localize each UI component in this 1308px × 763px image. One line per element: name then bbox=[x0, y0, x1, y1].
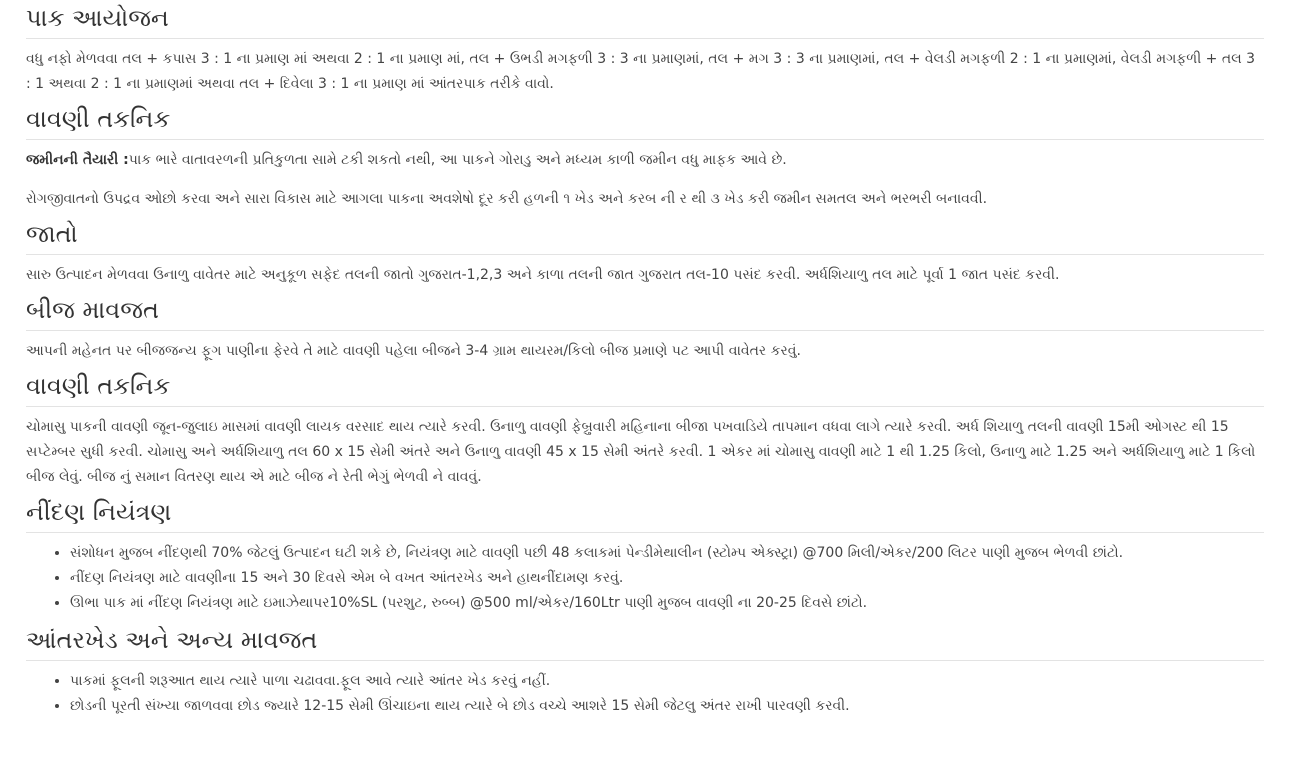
list-item: • પાકમાં ફૂલની શરૂઆત થાય ત્યારે પાળા ચઢાવવા.ફૂલ આવે ત્યારે આંતર ખેડ કરવું નહીં. bbox=[70, 669, 1264, 694]
paragraph: સારુ ઉત્પાદન મેળવવા ઉનાળુ વાવેતર માટે અનુકૂળ સફેદ તલની જાતો ગુજરાત-1,2,3 અને કાળા તલની જાત ગુજરાત તલ-10 પસંદ કરવી. અર્ધશિયાળુ તલ માટે પૂર્વા 1 જાત પસંદ કરવી. bbox=[26, 267, 1060, 283]
list-item: • નીંદણ નિયંત્રણ માટે વાવણીના 15 અને 30 દિવસે એમ બે વખત આંતરખેડ અને હાથનીંદામણ કરવું. bbox=[70, 566, 1264, 591]
paragraph: ચોમાસુ પાકની વાવણી જૂન-જુલાઇ માસમાં વાવણી લાયક વરસાદ થાય ત્યારે કરવી. ઉનાળુ વાવણી ફેબ્રુવારી મહિનાના બીજા પખવાડિયે તાપમાન વધવા લાગે ત્યારે કરવી. અર્ધ શિયાળુ તલની વાવણી 15મી ઓગસ્ટ થી 15 સપ્ટેમ્બર સુધી કરવી. ચોમાસુ અને અર્ધશિયાળુ તલ 60 x 15 સેમી અંતરે અને ઉનાળુ વાવણી 45 x 15 સેમી અંતરે કરવી. 1 એકર માં ચોમાસુ વાવણી માટે 1 થી 1.25 કિલો, ઉનાળુ માટે 1.25 અને અર્ધશિયાળુ માટે 1 કિલો બીજ લેવું. બીજ નું સમાન વિતરણ થાય એ માટે બીજ ને રેતી ભેગું ભેળવી ને વાવવું. bbox=[26, 419, 1256, 485]
bullet-list bbox=[26, 669, 1264, 719]
section-heading: વાવણી તકનિક bbox=[26, 101, 1264, 140]
section-heading: વાવણી તકનિક bbox=[26, 368, 1264, 407]
section-heading: આંતરખેડ અને અન્ય માવજત bbox=[26, 622, 1264, 661]
section-intercultivation bbox=[26, 622, 1264, 719]
section-sowing-technique-2 bbox=[26, 368, 1264, 490]
list-item: • સંશોધન મુજબ નીંદણથી 70% જેટલું ઉત્પાદન ઘટી શકે છે, નિયંત્રણ માટે વાવણી પછી 48 કલાકમાં પેન્ડીમેથાલીન (સ્ટોમ્પ એક્સ્ટ્રા) @700 મિલી/એકર/200 લિટર પાણી મુજબ ભેળવી છાંટો. bbox=[70, 541, 1264, 566]
section-heading: જાતો bbox=[26, 216, 1264, 255]
list-item: • ઊભા પાક માં નીંદણ નિયંત્રણ માટે ઇમાઝેથાપર10%SL (પરશુટ, રુબ્બ) @500 ml/એકર/160Ltr પાણી મુજબ વાવણી ના 20-25 દિવસે છાંટો. bbox=[70, 591, 1264, 616]
section-seed-treatment bbox=[26, 292, 1264, 364]
section-weed-control bbox=[26, 494, 1264, 616]
section-heading: પાક આયોજન bbox=[26, 0, 1264, 39]
section-heading: બીજ માવજત bbox=[26, 292, 1264, 331]
section-varieties bbox=[26, 216, 1264, 288]
land-preparation-label: જમીનની તૈયારી : bbox=[26, 152, 129, 168]
paragraph: વધુ નફો મેળવવા તલ + કપાસ 3 : 1 ના પ્રમાણ માં અથવા 2 : 1 ના પ્રમાણ માં, તલ + ઉભડી મગફળી 3 : 3 ના પ્રમાણમાં, તલ + મગ 3 : 3 ના પ્રમાણમાં, તલ + વેલડી મગફળી 2 : 1 ના પ્રમાણમાં, વેલડી મગફળી + તલ 3 : 1 અથવા 2 : 1 ના પ્રમાણમાં અથવા તલ + દિવેલા 3 : 1 ના પ્રમાણ માં આંતરપાક તરીકે વાવો. bbox=[26, 51, 1256, 92]
land-preparation-text: પાક ભારે વાતાવરળની પ્રતિકુળતા સામે ટકી શકતો નથી, આ પાકને ગોરાડુ અને મધ્યમ કાળી જમીન વધુ માફક આવે છે. bbox=[128, 152, 787, 168]
paragraph: આપની મહેનત પર બીજજન્ય ફૂગ પાણીના ફેરવે તે માટે વાવણી પહેલા બીજને 3-4 ગ્રામ થાયરમ/કિલો બીજ પ્રમાણે પટ આપી વાવેતર કરવું. bbox=[26, 343, 801, 359]
paragraph: રોગજીવાતનો ઉપદ્રવ ઓછો કરવા અને સારા વિકાસ માટે આગલા પાકના અવશેષો દૂર કરી હળની ૧ ખેડ અને કરબ ની ર થી ૩ ખેડ કરી જમીન સમતલ અને ભરભરી બનાવવી. bbox=[26, 191, 988, 207]
section-heading: નીંદણ નિયંત્રણ bbox=[26, 494, 1264, 533]
list-item: • છોડની પૂરતી સંખ્યા જાળવવા છોડ જ્યારે 12-15 સેમી ઊંચાઇના થાય ત્યારે બે છોડ વચ્ચે આશરે 15 સેમી જેટલુ અંતર રાખી પારવણી કરવી. bbox=[70, 694, 1264, 719]
paragraph bbox=[26, 148, 1264, 173]
section-sowing-technique bbox=[26, 101, 1264, 212]
section-crop-planning bbox=[26, 0, 1264, 97]
bullet-list bbox=[26, 541, 1264, 616]
